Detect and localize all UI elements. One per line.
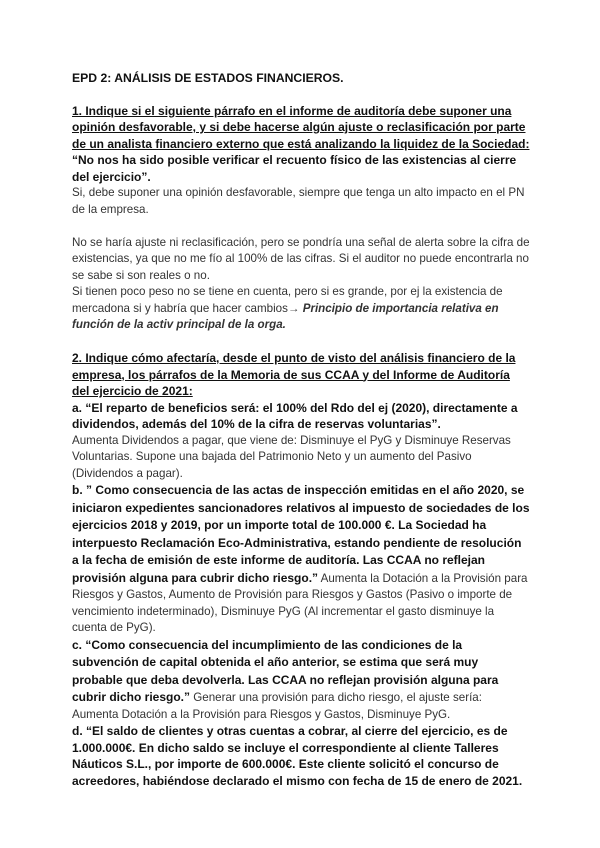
question-1-quote: “No nos ha sido posible verificar el recuento físico de las existencias al cierre del ejercicio”.: [72, 153, 517, 184]
question-2a-quote: a. “El reparto de beneficios será: el 100% del Rdo del ej (2020), directamente a dividendos, además del 10% de la cifra de reservas voluntarias”.: [72, 400, 518, 431]
question-2d-quote: d. “El saldo de clientes y otras cuentas a cobrar, al cierre del ejercicio, es de 1.000.000€. En dicho saldo se incluye el correspondiente al cliente Talleres Náuticos S.L., por importe de 600.000€. Este cliente solicitó el concurso de acreedores, habiéndose declarado el mismo con fecha de 15 de enero de 2021.: [72, 724, 523, 788]
principle-text: Principio de importancia relativa en función de la activ principal de la orga.: [72, 301, 499, 331]
answer-1-paragraph-2: No se haría ajuste ni reclasificación, pero se pondría una señal de alerta sobre la cifra de existencias, ya que no me fío al 100% de las cifras. Si el auditor no puede encontrarla no se sabe si son reales o no.: [72, 235, 530, 282]
question-1: 1. Indique si el siguiente párrafo en el informe de auditoría debe suponer una opinión desfavorable, y si debe hacerse algún ajuste o reclasificación por parte de un analista financiero externo que está analizando la liquidez de la Sociedad:: [72, 103, 530, 151]
item-2c: [72, 637, 530, 724]
document-title: EPD 2: ANÁLISIS DE ESTADOS FINANCIEROS.: [72, 71, 344, 85]
question-2c-quote: c. “Como consecuencia del incumplimiento de las condiciones de la subvención de capital obtenida el año anterior, se estima que será muy probable que deba devolverla. Las CCAA no reflejan provisión alguna para cubrir dicho riesgo.”: [72, 637, 499, 704]
answer-2b: Aumenta la Dotación a la Provisión para Riesgos y Gastos, Aumento de Provisión para Riesgos y Gastos (Pasivo o importe de vencimiento indeterminado), Disminuye PyG (Al incrementar el gasto disminuye la cuenta de PyG).: [72, 571, 528, 634]
answer-1-paragraph-3: [72, 284, 530, 334]
answer-2c: Generar una provisión para dicho riesgo, el ajuste sería: Aumenta Dotación a la Provisión para Riesgos y Gastos, Disminuye PyG.: [72, 691, 482, 721]
spacer: [72, 218, 530, 235]
spacer: [72, 334, 530, 351]
answer-2a: Aumenta Dividendos a pagar, que viene de: Disminuye el PyG y Disminuye Reservas Voluntarias. Supone una bajada del Patrimonio Neto y un aumento del Pasivo (Dividendos a pagar).: [72, 433, 511, 480]
item-2b: [72, 482, 530, 637]
answer-1-paragraph-1: Si, debe suponer una opinión desfavorable, siempre que tenga un alto impacto en el PN de la empresa.: [72, 186, 525, 216]
answer-1-text: Si tienen poco peso no se tiene en cuenta, pero si es grande, por ej la existencia de mercadona si y habría que hacer cambios→: [72, 285, 503, 315]
question-2b-quote: b. ” Como consecuencia de las actas de inspección emitidas en el año 2020, se iniciaron expedientes sancionadores relativos al impuesto de sociedades de los ejercicios 2018 y 2019, por un importe total de 100.000 €. La Sociedad ha interpuesto Reclamación Eco-Administrativa, estando pendiente de resolución a la fecha de emisión de este informe de auditoría. Las CCAA no reflejan provisión alguna para cubrir dicho riesgo.”: [72, 483, 530, 585]
question-2: 2. Indique cómo afectaría, desde el punto de visto del análisis financiero de la empresa, los párrafos de la Memoria de sus CCAA y del Informe de Auditoría del ejercicio de 2021:: [72, 351, 516, 398]
